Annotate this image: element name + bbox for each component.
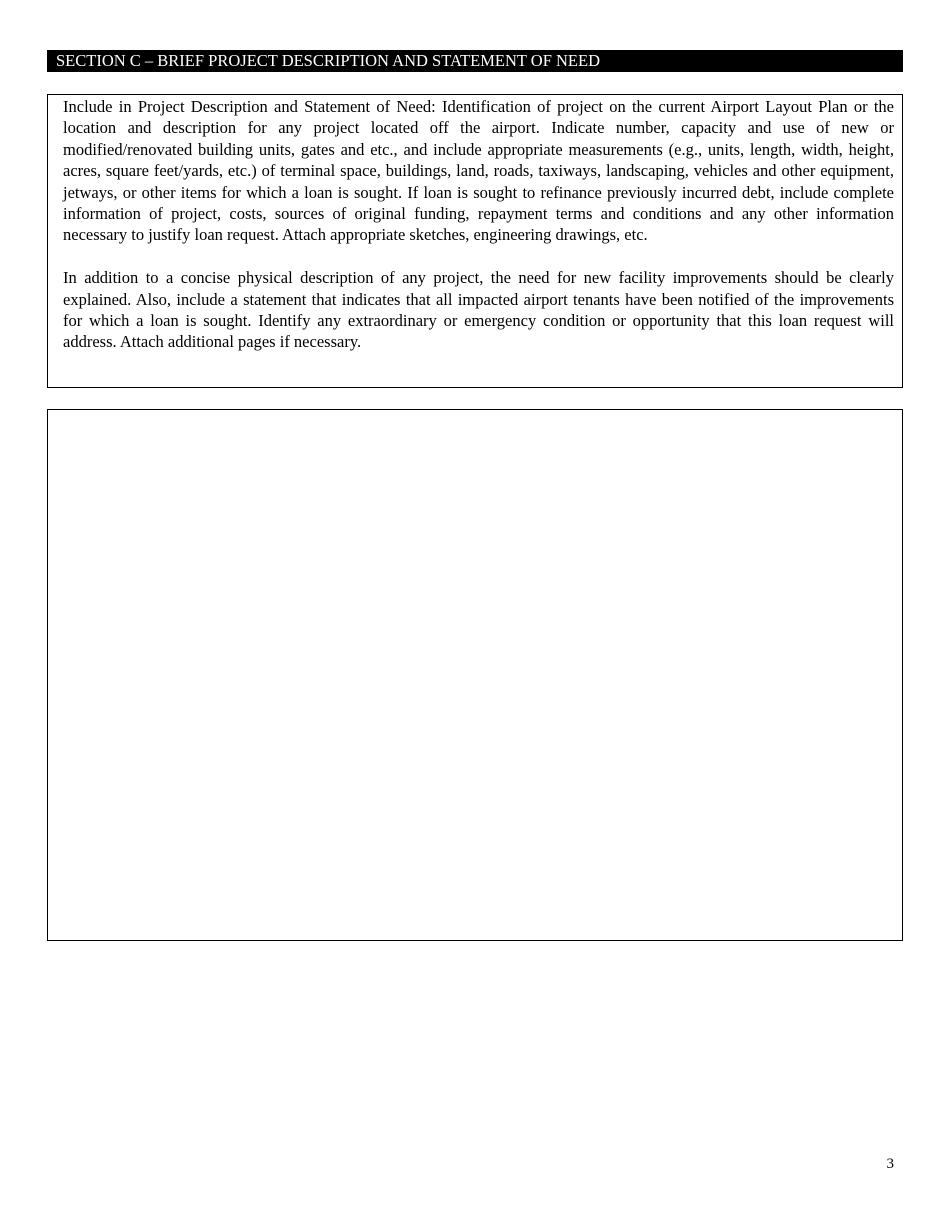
page-number: 3	[886, 1156, 894, 1172]
section-c-header: SECTION C – BRIEF PROJECT DESCRIPTION AND STATEMENT OF NEED	[47, 50, 903, 72]
instructions-box	[47, 94, 903, 388]
instructions-paragraph-2: In addition to a concise physical description of any project, the need for new facility improvements should be clearly explained. Also, include a statement that indicates that all impacted airport tenants have been notified of the improvements for which a loan is sought. Identify any extraordinary or emergency condition or opportunity that this loan request will address. Attach additional pages if necessary.	[63, 268, 894, 352]
project-description-response-area[interactable]	[47, 409, 903, 941]
instructions-paragraph-1: Include in Project Description and Statement of Need: Identification of project on the current Airport Layout Plan or the location and description for any project located off the airport. Indicate number, capacity and use of new or modified/renovated building units, gates and etc., and include appropriate measurements (e.g., units, length, width, height, acres, square feet/yards, etc.) of terminal space, buildings, land, roads, taxiways, landscaping, vehicles and other equipment, jetways, or other items for which a loan is sought. If loan is sought to refinance previously incurred debt, include complete information of project, costs, sources of original funding, repayment terms and conditions and any other information necessary to justify loan request. Attach appropriate sketches, engineering drawings, etc.	[63, 97, 894, 245]
